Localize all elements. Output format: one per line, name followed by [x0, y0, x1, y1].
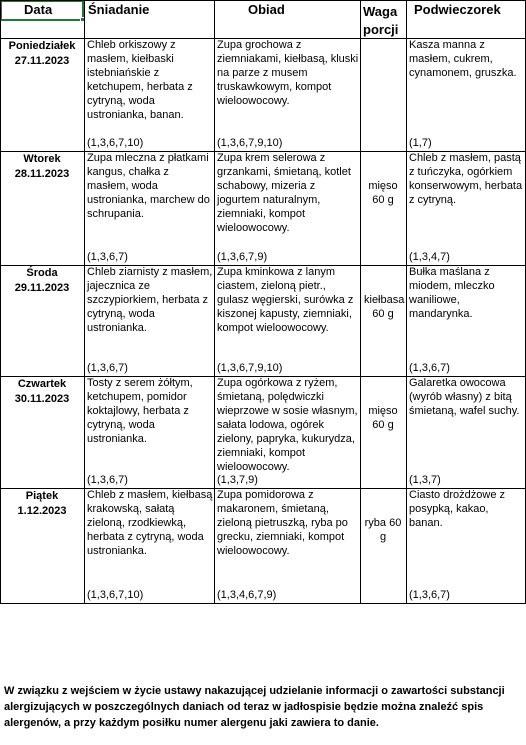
obiad-text: Zupa pomidorowa z makaronem, śmietaną, zieloną pietruszką, ryba po grecku, ziemniaki, kompot wieloowocowy.	[217, 489, 348, 557]
day-date: 28.11.2023	[14, 168, 70, 180]
sniadanie-text: Chleb z masłem, kiełbasą krakowską, sałatą zieloną, rzodkiewką, herbata z cytryną, woda ustronianka.	[87, 489, 213, 557]
day-date: 27.11.2023	[14, 55, 70, 67]
sniadanie-text: Zupa mleczna z płatkami kangus, chałka z masłem, woda ustronianka, marchew do schrupania.	[87, 152, 210, 220]
podwieczorek-cell[interactable]	[406, 265, 526, 376]
obiad-allergens: (1,3,6,7,9)	[217, 251, 268, 263]
allergen-notice[interactable]: W związku z wejściem w życie ustawy nakazującej udzielanie informacji o zawartości substancji alergizujących w poszczególnych daniach od teraz w jadłospisie będzie można znaleźć spis alergenów, a przy każdym posiłku numer alergenu jaki zawiera to danie.	[4, 685, 505, 729]
podwieczorek-allergens: (1,3,7)	[409, 474, 441, 486]
podwieczorek-cell[interactable]	[406, 38, 526, 151]
waga-cell[interactable]	[360, 38, 406, 151]
sniadanie-allergens: (1,3,6,7)	[87, 474, 128, 486]
obiad-allergens: (1,3,6,7,9,10)	[217, 362, 283, 374]
obiad-cell[interactable]	[214, 376, 360, 488]
podwieczorek-text: Bułka maślana z miodem, mleczko waniliowe, mandarynka.	[409, 266, 495, 320]
day-name: Piątek	[25, 490, 59, 502]
sniadanie-cell[interactable]	[84, 265, 214, 376]
podwieczorek-text: Ciasto drożdżowe z posypką, kakao, banan.	[409, 489, 505, 529]
sniadanie-text: Tosty z serem żółtym, ketchupem, pomidor koktajlowy, herbata z cytryną, woda ustronianka.	[87, 377, 193, 445]
day-date: 30.11.2023	[14, 393, 70, 405]
waga-cell[interactable]	[360, 265, 406, 376]
header-sniadanie[interactable]: Śniadanie	[88, 2, 150, 17]
header-waga[interactable]: Waga porcji	[363, 4, 399, 37]
obiad-allergens: (1,3,7,9)	[217, 474, 258, 486]
header-obiad[interactable]: Obiad	[248, 2, 285, 17]
obiad-text: Zupa ogórkowa z ryżem, śmietaną, polędwiczki wieprzowe w sosie własnym, sałata lodowa, ogórek zielony, papryka, kukurydza, ziemniaki, kompot wieloowocowy.	[217, 377, 358, 473]
sniadanie-allergens: (1,3,6,7)	[87, 251, 128, 263]
day-date: 1.12.2023	[17, 505, 67, 517]
day-name: Wtorek	[23, 153, 61, 165]
sniadanie-text: Chleb ziarnisty z masłem, jajecznica ze szczypiorkiem, herbata z cytryną, woda ustronianka.	[87, 266, 213, 334]
podwieczorek-text: Kasza manna z masłem, cukrem, cynamonem, gruszka.	[409, 39, 517, 79]
sniadanie-text: Chleb orkiszowy z masłem, kiełbaski istebniańskie z ketchupem, herbata z cytryną, woda ustronianka, banan.	[87, 39, 193, 121]
grid-hline	[0, 0, 526, 1]
waga-text: kiełbasa 60 g	[364, 294, 405, 320]
grid-vline	[214, 0, 215, 603]
grid-hline	[0, 151, 526, 152]
podwieczorek-text: Galaretka owocowa (wyrób własny) z bitą śmietaną, wafel suchy.	[409, 377, 520, 417]
sniadanie-allergens: (1,3,6,7,10)	[87, 589, 144, 601]
sniadanie-cell[interactable]	[84, 376, 214, 488]
sniadanie-allergens: (1,3,6,7)	[87, 362, 128, 374]
day-cell[interactable]	[0, 38, 84, 151]
obiad-cell[interactable]	[214, 38, 360, 151]
waga-cell[interactable]	[360, 376, 406, 488]
podwieczorek-allergens: (1,7)	[409, 137, 432, 149]
day-name: Poniedziałek	[8, 40, 76, 52]
day-cell[interactable]	[0, 151, 84, 265]
day-cell[interactable]	[0, 488, 84, 603]
obiad-cell[interactable]	[214, 488, 360, 603]
day-date: 29.11.2023	[14, 282, 70, 294]
grid-hline	[0, 265, 526, 266]
waga-text: mięso 60 g	[368, 405, 398, 431]
waga-text: ryba 60 g	[364, 517, 402, 543]
obiad-cell[interactable]	[214, 151, 360, 265]
grid-vline	[360, 0, 361, 603]
waga-cell[interactable]	[360, 488, 406, 603]
grid-vline	[84, 0, 85, 603]
waga-cell[interactable]	[360, 151, 406, 265]
grid-vline	[406, 0, 407, 603]
header-podwieczorek[interactable]: Podwieczorek	[414, 2, 501, 17]
obiad-allergens: (1,3,4,6,7,9)	[217, 589, 277, 601]
grid-vline	[0, 0, 1, 603]
day-cell[interactable]	[0, 376, 84, 488]
obiad-text: Zupa krem selerowa z grzankami, śmietaną, kotlet schabowy, mizeria z jogurtem naturalnym, ziemniaki, kompot wieloowocowy.	[217, 152, 351, 234]
podwieczorek-cell[interactable]	[406, 151, 526, 265]
waga-text: mięso 60 g	[368, 180, 398, 206]
podwieczorek-cell[interactable]	[406, 488, 526, 603]
obiad-cell[interactable]	[214, 265, 360, 376]
obiad-text: Zupa grochowa z ziemniakami, kiełbasą, kluski na parze z musem truskawkowym, kompot wieloowocowy.	[217, 39, 359, 107]
header-data[interactable]: Data	[24, 2, 53, 17]
sniadanie-allergens: (1,3,6,7,10)	[87, 137, 144, 149]
selected-cell-outline	[0, 0, 84, 21]
day-cell[interactable]	[0, 265, 84, 376]
sniadanie-cell[interactable]	[84, 151, 214, 265]
sniadanie-cell[interactable]	[84, 488, 214, 603]
day-name: Środa	[26, 267, 58, 279]
obiad-text: Zupa kminkowa z lanym ciastem, zieloną pietr., gulasz węgierski, surówka z kiszonej kapusty, ziemniaki, kompot wieloowocowy.	[217, 266, 354, 334]
grid-hline	[0, 38, 526, 39]
podwieczorek-allergens: (1,3,6,7)	[409, 362, 450, 374]
grid-hline	[0, 603, 526, 604]
obiad-allergens: (1,3,6,7,9,10)	[217, 137, 283, 149]
podwieczorek-allergens: (1,3,4,7)	[409, 251, 450, 263]
grid-hline	[0, 488, 526, 489]
podwieczorek-text: Chleb z masłem, pastą z tuńczyka, ogórkiem konserwowym, herbata z cytryną.	[409, 152, 523, 206]
podwieczorek-cell[interactable]	[406, 376, 526, 488]
grid-hline	[0, 376, 526, 377]
podwieczorek-allergens: (1,3,6,7)	[409, 589, 450, 601]
day-name: Czwartek	[17, 378, 67, 390]
sniadanie-cell[interactable]	[84, 38, 214, 151]
